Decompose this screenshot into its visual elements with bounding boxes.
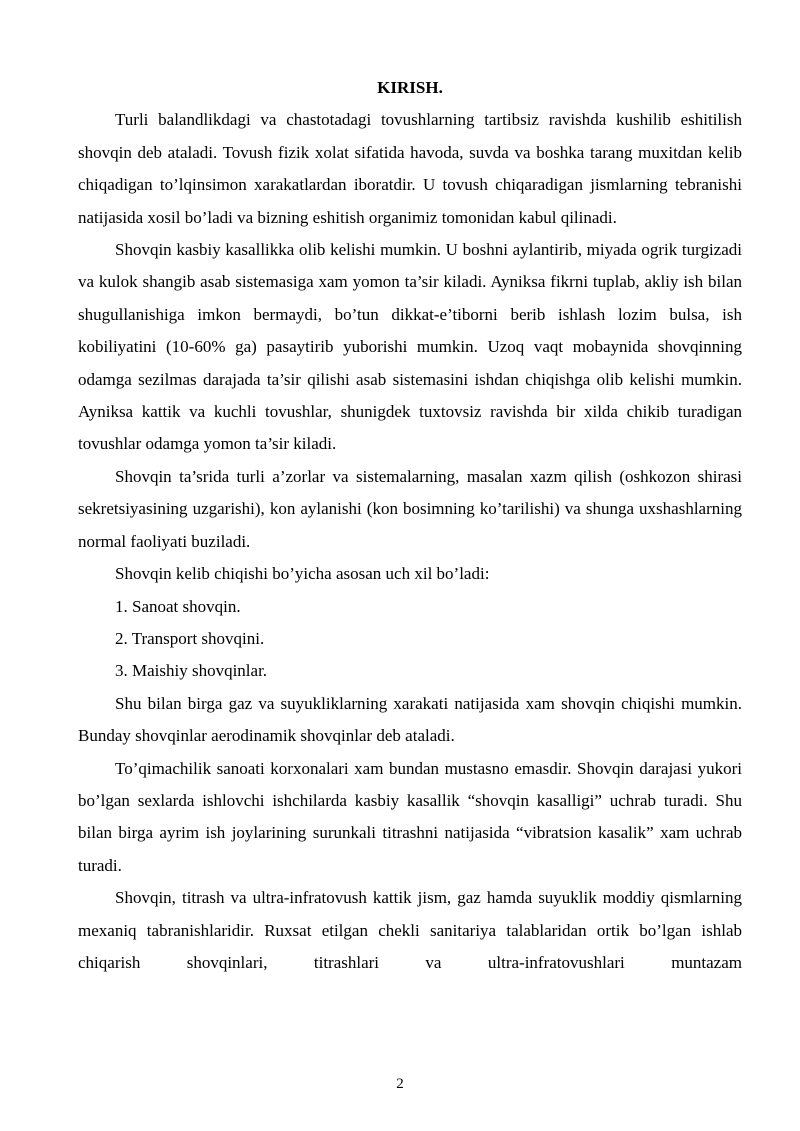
list-item-transport-noise: 2. Transport shovqini. xyxy=(115,628,265,648)
paragraph-noise-definition: Turli balandlikdagi va chastotadagi tovushlarning tartibsiz ravishda kushilib eshitilish shovqin deb ataladi. Tovush fizik xolat sifatida havoda, suvda va boshka tarang muxitdan kelib chiqadigan to’lqinsimon xarakatlardan iboratdir. U tovush chiqaradigan jismlarning tebranishi natijasida xosil bo’ladi va bizning eshitish organimiz tomonidan kabul qilinadi. xyxy=(78,110,742,227)
paragraph-textile-industry: To’qimachilik sanoati korxonalari xam bundan mustasno emasdir. Shovqin darajasi yukori bo’lgan sexlarda ishlovchi ishchilarda kasbiy kasallik “shovqin kasalligi” uchrab turadi. Shu bilan birga ayrim ish joylarining surunkali titrashni natijasida “vibratsion kasalik” xam uchrab turadi. xyxy=(78,758,742,875)
paragraph-vibration-infrasound: Shovqin, titrash va ultra-infratovush kattik jism, gaz hamda suyuklik moddiy qismlarning mexaniq tabranishlaridir. Ruxsat etilgan chekli sanitariya talablaridan ortik bo’lgan ishlab chiqarish shovqinlari, titrashlari va ultra-infratovushlari muntazam xyxy=(78,888,742,972)
paragraph-occupational-disease: Shovqin kasbiy kasallikka olib kelishi mumkin. U boshni aylantirib, miyada ogrik turgizadi va kulok shangib asab sistemasiga xam yomon ta’sir kiladi. Ayniksa fikrni tuplab, akliy ish bilan shugullanishiga imkon bermaydi, bo’tun dikkat-e’tiborni berib ishlash lozim bulsa, ish kobiliyatini (10-60% ga) pasaytirib yuborishi mumkin. Uzoq vaqt mobaynida shovqinning odamga sezilmas darajada ta’sir qilishi asab sistemasini ishdan chiqishga olib kelishi mumkin. Ayniksa kattik va kuchli tovushlar, shunigdek tuxtovsiz ravishda bir xilda chikib turadigan tovushlar odamga yomon ta’sir kiladi. xyxy=(78,240,742,454)
section-title: KIRISH. xyxy=(377,78,443,97)
paragraph-organ-effects: Shovqin ta’srida turli a’zorlar va sistemalarning, masalan xazm qilish (oshkozon shirasi sekretsiyasining uzgarishi), kon aylanishi (kon bosimning ko’tarilishi) va shunga uxshashlarning normal faoliyati buziladi. xyxy=(78,466,742,551)
paragraph-noise-types-intro: Shovqin kelib chiqishi bo’yicha asosan uch xil bo’ladi: xyxy=(115,564,490,584)
list-item-household-noise: 3. Maishiy shovqinlar. xyxy=(115,661,268,681)
paragraph-aerodynamic-noise: Shu bilan birga gaz va suyukliklarning xarakati natijasida xam shovqin chiqishi mumkin. Bunday shovqinlar aerodinamik shovqinlar deb ataladi. xyxy=(78,693,742,746)
list-item-industrial-noise: 1. Sanoat shovqin. xyxy=(115,596,241,616)
page-number: 2 xyxy=(396,1076,404,1092)
document-body xyxy=(78,72,742,979)
